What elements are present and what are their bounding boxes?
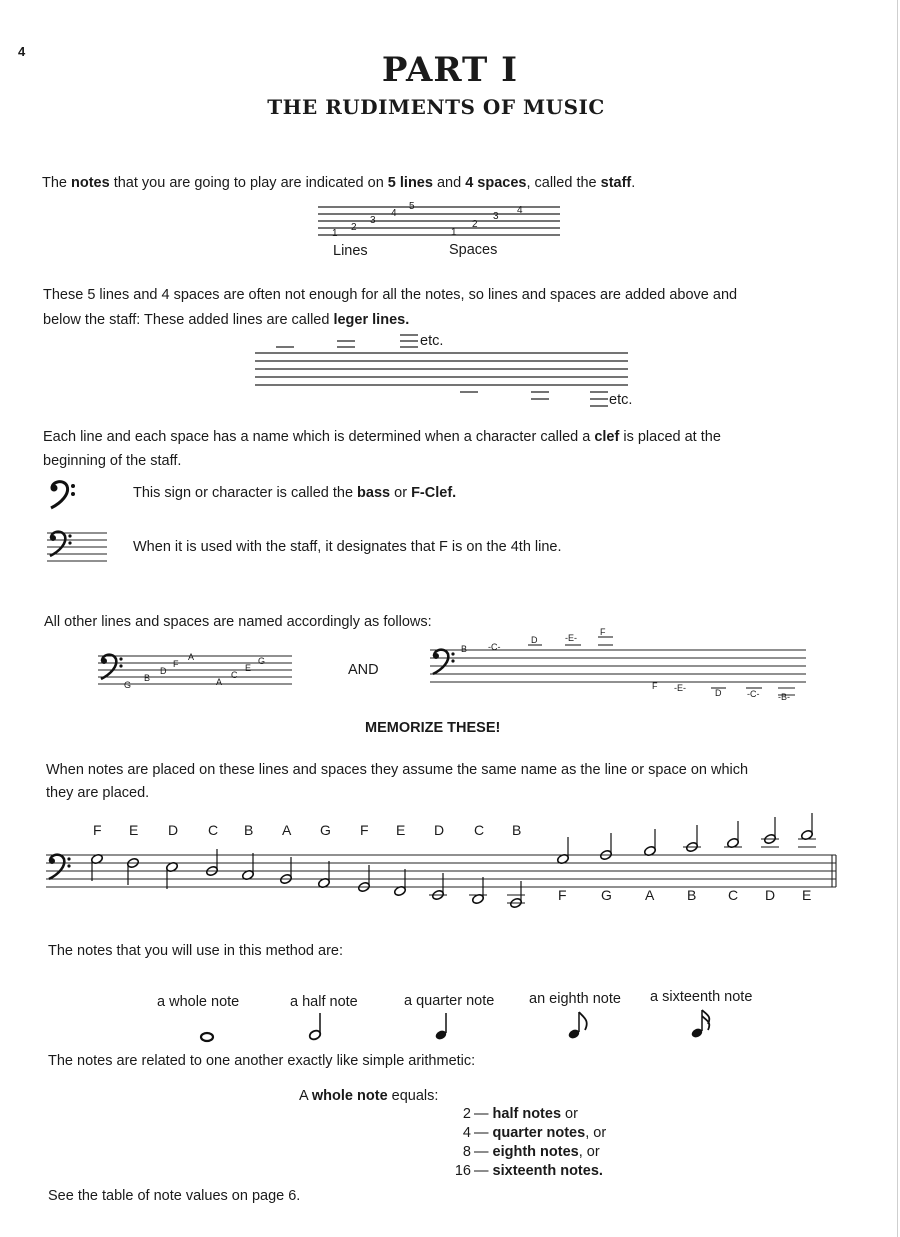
eq-row-2: — half notes or xyxy=(474,1106,578,1122)
line-number-1: 1 xyxy=(332,228,338,239)
memorize-heading: MEMORIZE THESE! xyxy=(365,720,501,736)
staff-letter-b: B xyxy=(144,673,151,683)
note-name-label: E xyxy=(802,887,812,903)
leger-letter-c: -C- xyxy=(488,642,501,652)
leger-letter-b: B xyxy=(461,644,468,654)
staff-letter-e: E xyxy=(245,663,252,673)
see-table-text: See the table of note values on page 6. xyxy=(48,1188,301,1204)
note-name-label: B xyxy=(512,822,522,838)
note-type-whole: a whole note xyxy=(157,994,240,1010)
note-name-label: F xyxy=(558,887,567,903)
placed-text-line2: they are placed. xyxy=(46,785,150,801)
page-subtitle: THE RUDIMENTS OF MUSIC xyxy=(267,95,605,119)
note-name-label: C xyxy=(728,887,739,903)
sixteenth-note-icon xyxy=(690,1010,709,1039)
clef-intro-line1: Each line and each space has a name which is determined when a character called a clef is placed at the xyxy=(43,429,721,445)
leger-letter-c-low: -C- xyxy=(747,689,760,699)
note-name-label: D xyxy=(168,822,179,838)
note-name-label: B xyxy=(244,822,254,838)
staff-letter-f: F xyxy=(173,659,179,669)
staff-letter-g: G xyxy=(124,680,132,690)
staff-letter-a: A xyxy=(216,677,223,687)
space-number-3: 3 xyxy=(493,211,499,222)
whole-note-icon xyxy=(201,1033,213,1041)
line-number-2: 2 xyxy=(351,222,357,233)
note-name-label: A xyxy=(282,822,292,838)
etc-top: etc. xyxy=(420,333,444,349)
leger-intro-line2: below the staff: These added lines are called leger lines. xyxy=(43,312,410,328)
note-name-label: B xyxy=(687,887,697,903)
note-type-half: a half note xyxy=(290,994,358,1010)
clef-staff-text: When it is used with the staff, it designates that F is on the 4th line. xyxy=(133,539,562,555)
note-name-label: C xyxy=(474,822,485,838)
eq-num-4: 4 xyxy=(462,1125,471,1141)
leger-letter-b-low: -B- xyxy=(778,692,790,702)
eq-num-8: 8 xyxy=(462,1144,471,1160)
leger-letter-e-low: -E- xyxy=(674,683,686,693)
page-number: 4 xyxy=(18,44,26,59)
lines-label: Lines xyxy=(333,243,368,259)
note-name-label: E xyxy=(396,822,406,838)
note-name-label: D xyxy=(765,887,776,903)
eq-row-4: — quarter notes, or xyxy=(474,1125,607,1141)
bass-clef-text: This sign or character is called the bass or F-Clef. xyxy=(133,485,457,501)
eq-num-16: 16 xyxy=(454,1163,471,1179)
eq-num-2: 2 xyxy=(462,1106,471,1122)
note-name-label: C xyxy=(208,822,219,838)
staff-letter-d: D xyxy=(160,666,167,676)
spaces-label: Spaces xyxy=(449,242,498,258)
note-type-eighth: an eighth note xyxy=(529,991,621,1007)
quarter-note-icon xyxy=(434,1013,447,1041)
space-number-4: 4 xyxy=(517,205,523,216)
placed-text-line1: When notes are placed on these lines and spaces they assume the same name as the line or space on which xyxy=(46,762,749,778)
arith-intro: The notes are related to one another exactly like simple arithmetic: xyxy=(48,1053,476,1069)
line-number-4: 4 xyxy=(391,208,397,219)
note-name-label: G xyxy=(601,887,612,903)
clef-intro-line2: beginning of the staff. xyxy=(43,453,182,469)
note-name-label: E xyxy=(129,822,139,838)
note-type-sixteenth: a sixteenth note xyxy=(650,989,753,1005)
and-label: AND xyxy=(348,662,379,678)
note-name-label: A xyxy=(645,887,655,903)
line-number-3: 3 xyxy=(370,215,376,226)
notes-intro: The notes that you will use in this method are: xyxy=(48,943,343,959)
note-type-quarter: a quarter note xyxy=(404,993,495,1009)
leger-letter-d: D xyxy=(531,635,538,645)
leger-letter-f: F xyxy=(600,627,606,637)
staff-letter-a-top: A xyxy=(188,652,195,662)
note-name-label: F xyxy=(360,822,369,838)
eq-row-8: — eighth notes, or xyxy=(474,1144,600,1160)
space-number-1: 1 xyxy=(451,227,457,238)
staff-letter-g-top: G xyxy=(258,656,266,666)
etc-bottom: etc. xyxy=(609,392,633,408)
leger-letter-d-low: D xyxy=(715,688,722,698)
note-name-label: G xyxy=(320,822,331,838)
names-intro: All other lines and spaces are named accordingly as follows: xyxy=(44,614,432,630)
eighth-note-icon xyxy=(567,1012,586,1040)
half-note-icon xyxy=(308,1013,321,1041)
staff-intro-text: The notes that you are going to play are indicated on 5 lines and 4 spaces, called the staff. xyxy=(42,175,636,191)
page-title: PART I xyxy=(381,50,519,90)
leger-letter-f-low: F xyxy=(652,681,658,691)
eq-row-16: — sixteenth notes. xyxy=(474,1163,603,1179)
whole-equals: A whole note equals: xyxy=(299,1088,439,1104)
leger-letter-e: -E- xyxy=(565,633,577,643)
note-name-label: D xyxy=(434,822,445,838)
staff-letter-c: C xyxy=(231,670,238,680)
leger-intro-line1: These 5 lines and 4 spaces are often not enough for all the notes, so lines and spaces are added above and xyxy=(43,287,738,303)
line-number-5: 5 xyxy=(409,201,415,212)
space-number-2: 2 xyxy=(472,219,478,230)
note-name-label: F xyxy=(93,822,102,838)
